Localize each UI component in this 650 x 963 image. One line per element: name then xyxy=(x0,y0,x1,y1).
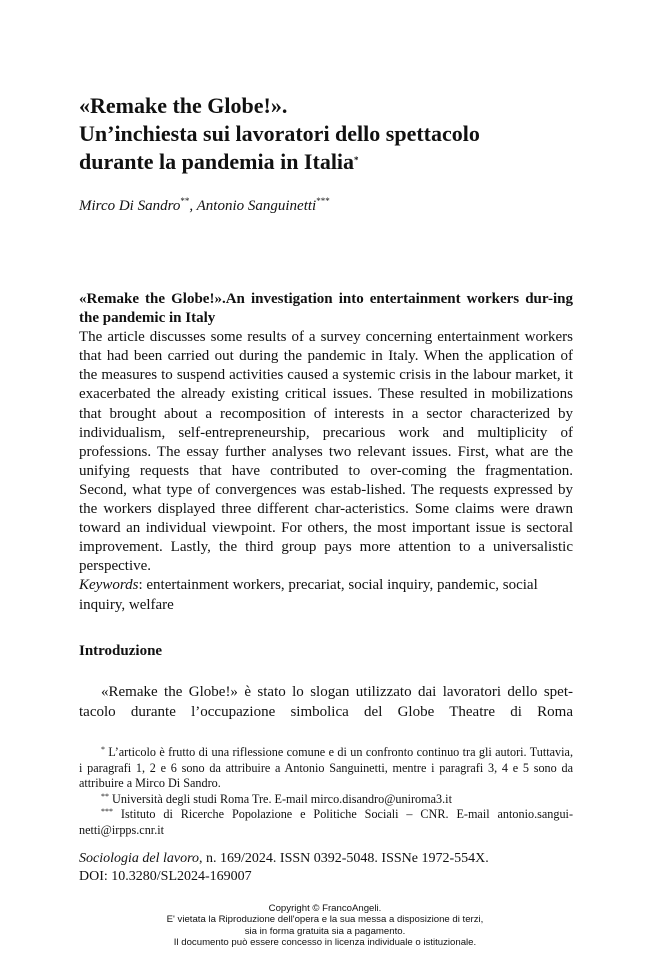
citation-doi: DOI: 10.3280/SL2024-169007 xyxy=(79,869,252,884)
abstract-body: The article discusses some results of a survey concerning entertainment workers that had been carried out during the pandemic in Italy. When the application of the measures to suspend activities caused a systemic crisis in the labour market, it exacerbated the already existing critical issues. These resulted in mobilizations that brought about a recomposition of interests in a sector characterized by individualism, self-entrepreneurship, precarious work and multiplicity of professions. The essay further analyses two relevant issues. First, what are the unifying requests that have contributed to over-coming the fragmentation. Second, what type of convergences was estab-lished. The requests expressed by the workers displayed three different char-acteristics. Some claims were drawn toward an individual viewpoint. For others, the most important issue is sectoral improvement. Lastly, the third group pays more attention to a universalistic perspective. xyxy=(79,329,573,575)
footnote-1-text: L’articolo è frutto di una riflessione comune e di un confronto continuo tra gli autori. Tuttavia, i paragrafi 1, 2 e 6 sono da attribuire a Antonio Sanguinetti, mentre i paragrafi 3, 4 e 5 sono da attribuire a Mirco Di Sandro. xyxy=(79,745,573,791)
keywords-list: : entertainment workers, precariat, social inquiry, pandemic, social inquiry, welfare xyxy=(79,577,538,613)
copyright-line-2: E' vietata la Riproduzione dell'opera e la sua messa a disposizione di terzi, xyxy=(166,914,484,926)
title-footnote-mark: * xyxy=(354,155,359,165)
title-line-3-text: durante la pandemia in Italia xyxy=(79,149,355,174)
author-list xyxy=(79,196,330,216)
copyright-line-3: sia in forma gratuita sia a pagamento. xyxy=(244,925,406,937)
section-heading: Introduzione xyxy=(79,643,163,659)
title-line-3 xyxy=(79,148,579,176)
footnote-1 xyxy=(79,745,573,792)
footnote-2 xyxy=(79,792,573,808)
author-1: Mirco Di Sandro xyxy=(79,198,181,214)
footnote-3-mark: *** xyxy=(101,807,113,817)
author-1-mark: ** xyxy=(180,196,190,206)
intro-text: «Remake the Globe!» è stato lo slogan utilizzato dai lavoratori dello spet-tacolo durante l’occupazione simbolica del Globe Theatre di Roma xyxy=(79,684,573,720)
copyright-notice xyxy=(0,903,650,949)
journal-name: Sociologia del lavoro xyxy=(79,851,200,866)
keywords-label: Keywords xyxy=(79,577,139,594)
footnote-3 xyxy=(79,807,573,838)
abstract-title: «Remake the Globe!».An investigation into entertainment workers dur-ing the pandemic in Italy xyxy=(79,291,573,327)
copyright-line-1: Copyright © FrancoAngeli. xyxy=(268,903,382,914)
footnotes xyxy=(79,745,573,839)
author-separator: , xyxy=(189,198,197,214)
footnote-2-text: Università degli studi Roma Tre. E-mail mirco.disandro@uniroma3.it xyxy=(109,791,452,806)
title-line-1: «Remake the Globe!». xyxy=(79,93,288,118)
author-2-mark: *** xyxy=(316,196,330,206)
citation-line xyxy=(79,850,573,868)
footnote-2-mark: ** xyxy=(101,791,109,801)
footnote-1-mark: * xyxy=(101,745,105,754)
intro-paragraph xyxy=(79,683,573,722)
copyright-line-4: Il documento può essere concesso in licenza individuale o istituzionale. xyxy=(173,937,477,949)
journal-citation xyxy=(79,850,573,886)
citation-details: , n. 169/2024. ISSN 0392-5048. ISSNe 1972-554X. xyxy=(199,851,489,866)
keywords xyxy=(79,576,573,614)
abstract xyxy=(79,290,573,615)
article-title xyxy=(79,92,579,176)
footnote-3-text: Istituto di Ricerche Popolazione e Politiche Sociali – CNR. E-mail antonio.sangui-netti@irpps.cnr.it xyxy=(79,807,573,837)
author-2: Antonio Sanguinetti xyxy=(196,198,317,214)
title-line-2: Un’inchiesta sui lavoratori dello spettacolo xyxy=(79,121,480,146)
